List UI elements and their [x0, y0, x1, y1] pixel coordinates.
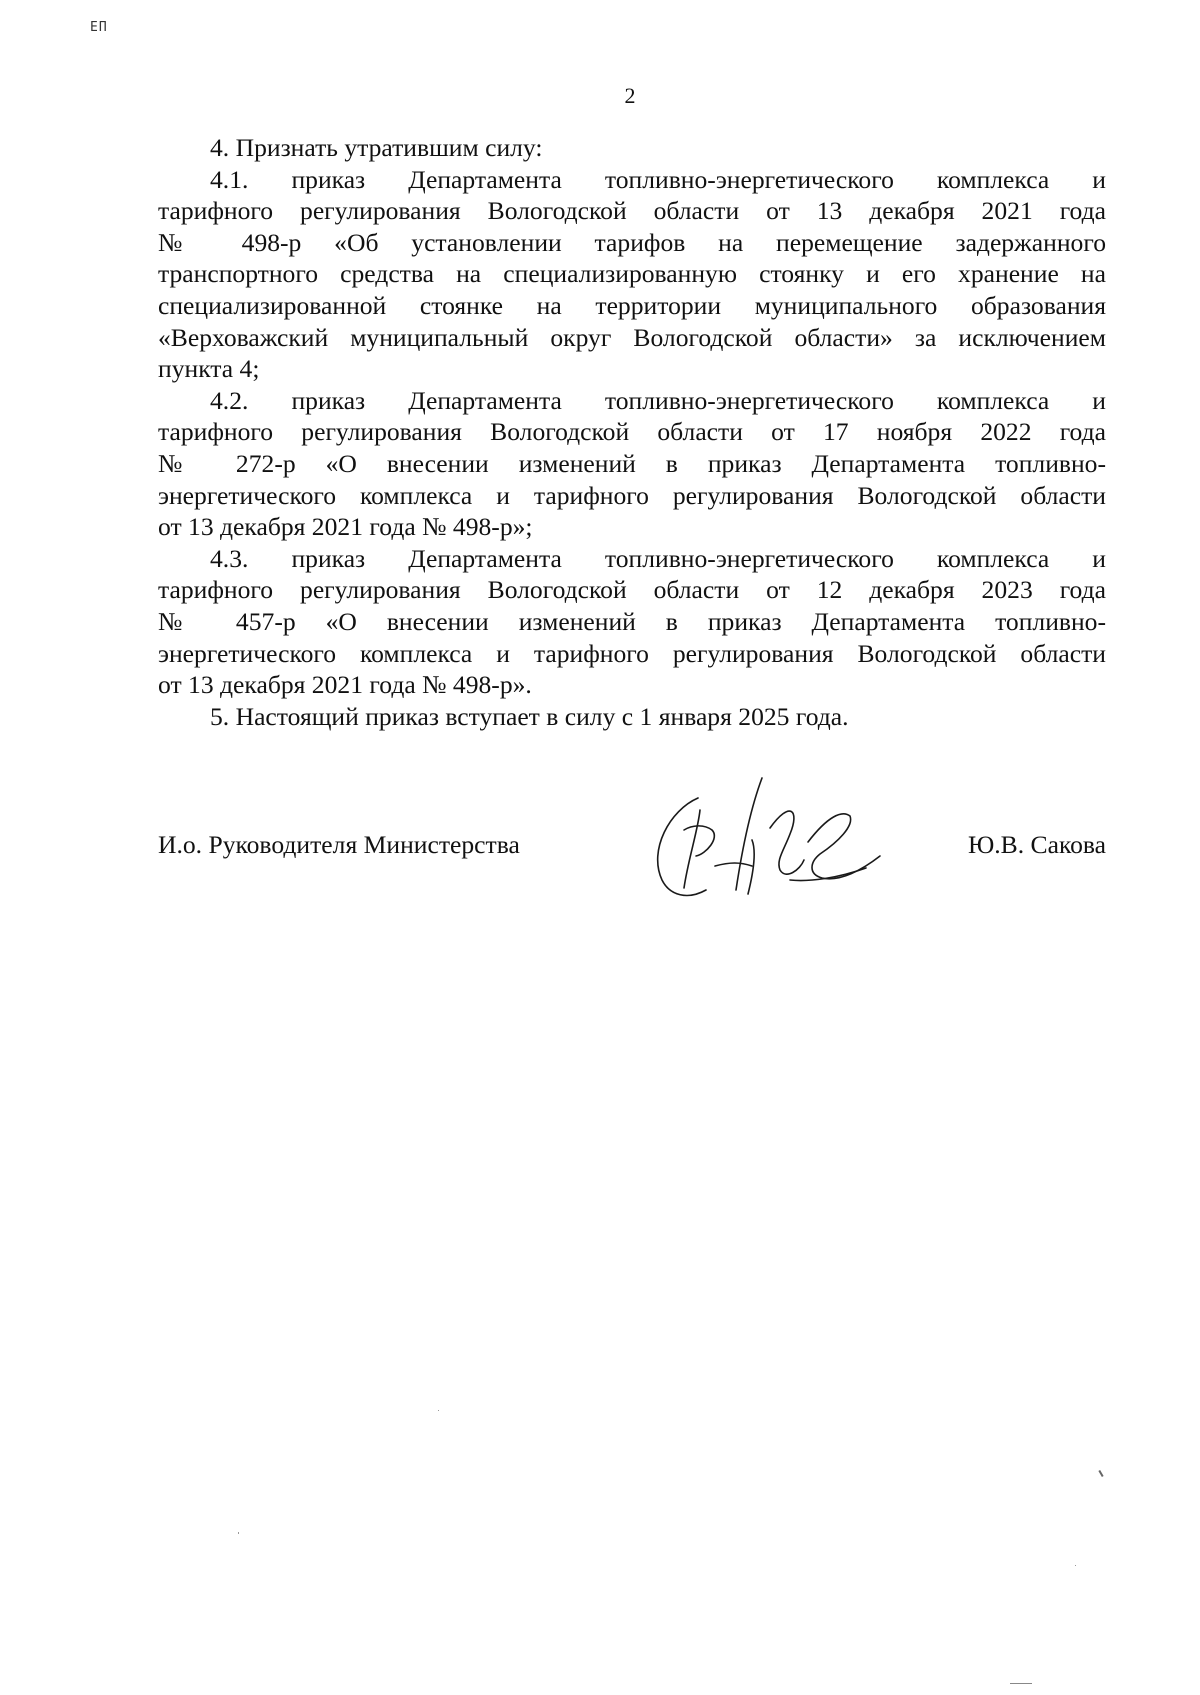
scan-speck: [1075, 1565, 1076, 1566]
paragraph-4-3-line: энергетического комплекса и тарифного регулирования Вологодской области: [158, 638, 1106, 668]
paragraph-4-3-line: от 13 декабря 2021 года № 498-р».: [158, 670, 532, 700]
paragraph-4-3-line: 4.3. приказ Департамента топливно-энергетического комплекса и: [210, 543, 1106, 573]
paragraph-4-1-line: № 498-р «Об установлении тарифов на перемещение задержанного: [158, 227, 1106, 257]
scan-speck: [1010, 1683, 1032, 1684]
page-number: 2: [624, 83, 636, 108]
paragraph-4-2-line: энергетического комплекса и тарифного регулирования Вологодской области: [158, 480, 1106, 510]
paragraph-4-3: [158, 543, 1106, 701]
paragraph-4: 4. Признать утратившим силу:: [210, 133, 543, 162]
paragraph-4-1: [158, 164, 1106, 385]
paragraph-4-1-line: пункта 4;: [158, 354, 260, 384]
paragraph-4-2-line: от 13 декабря 2021 года № 498-р»;: [158, 512, 533, 542]
paragraph-4-1-line: «Верховажский муниципальный округ Вологодской области» за исключением: [158, 322, 1106, 352]
document-body: [158, 132, 1106, 732]
signatory-name: Ю.В. Сакова: [967, 830, 1106, 859]
paragraph-4-1-line: тарифного регулирования Вологодской области от 13 декабря 2021 года: [158, 196, 1106, 226]
paragraph-4-3-line: тарифного регулирования Вологодской области от 12 декабря 2023 года: [158, 575, 1106, 605]
paragraph-5: 5. Настоящий приказ вступает в силу с 1 января 2025 года.: [210, 701, 849, 731]
corner-mark: EП: [90, 20, 108, 35]
paragraph-4-2-line: 4.2. приказ Департамента топливно-энергетического комплекса и: [210, 385, 1106, 415]
paragraph-4-2-line: № 272-р «О внесении изменений в приказ Департамента топливно-: [158, 448, 1106, 478]
paragraph-4-3-line: № 457-р «О внесении изменений в приказ Департамента топливно-: [158, 606, 1106, 636]
paragraph-4-2: [158, 385, 1106, 543]
scan-speck: [1098, 1470, 1103, 1477]
scan-speck: [238, 1532, 239, 1534]
paragraph-4-1-line: 4.1. приказ Департамента топливно-энергетического комплекса и: [210, 164, 1106, 194]
paragraph-4-1-line: специализированной стоянке на территории муниципального образования: [158, 290, 1106, 320]
paragraph-4-1-line: транспортного средства на специализированную стоянку и его хранение на: [158, 259, 1106, 289]
scan-speck: [438, 1410, 439, 1411]
signatory-title: И.о. Руководителя Министерства: [158, 830, 520, 859]
handwritten-signature: [640, 770, 890, 910]
paragraph-4-2-line: тарифного регулирования Вологодской области от 17 ноября 2022 года: [158, 417, 1106, 447]
signature-block: [158, 830, 1106, 870]
